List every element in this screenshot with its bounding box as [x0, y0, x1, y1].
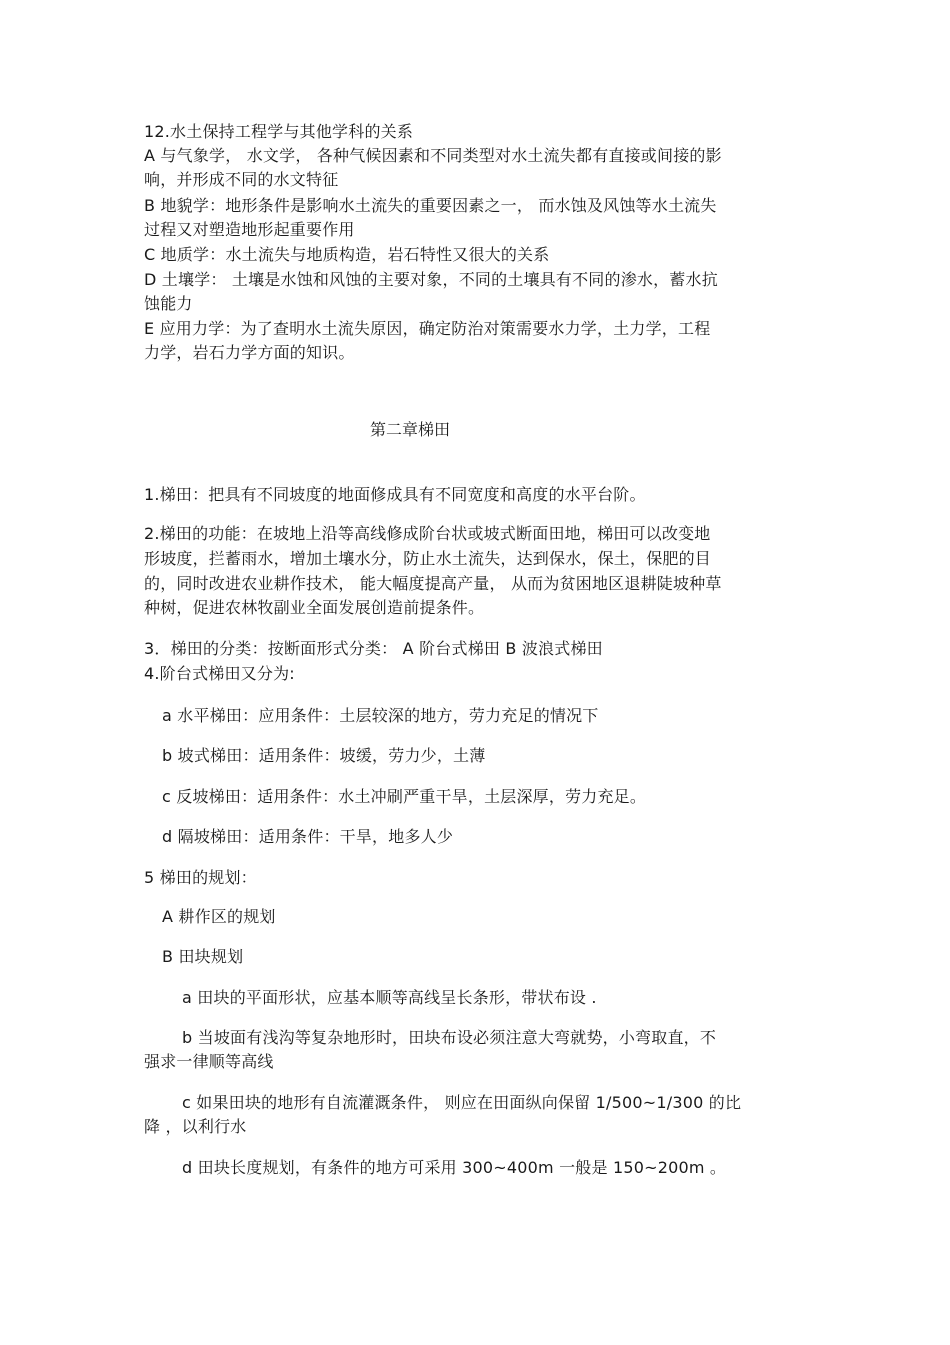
paragraph-line: B 地貌学：地形条件是影响水土流失的重要因素之一， 而水蚀及风蚀等水土流失 — [144, 196, 717, 215]
list-item: b 当坡面有浅沟等复杂地形时，田块布设必须注意大弯就势，小弯取直，不 — [182, 1028, 717, 1047]
section-heading: 12.水土保持工程学与其他学科的关系 — [144, 122, 414, 141]
paragraph-line: 种树，促进农林牧副业全面发展创造前提条件。 — [144, 598, 485, 617]
list-item: B 田块规划 — [162, 947, 244, 966]
list-item: a 田块的平面形状，应基本顺等高线呈长条形，带状布设 . — [182, 988, 597, 1007]
list-item: c 如果田块的地形有自流灌溉条件， 则应在田面纵向保留 1/500~1/300 的比 — [182, 1093, 742, 1112]
list-item: A 耕作区的规划 — [162, 907, 276, 926]
paragraph-line: 3．梯田的分类：按断面形式分类： A 阶台式梯田 B 波浪式梯田 — [144, 639, 603, 658]
paragraph-line: C 地质学：水土流失与地质构造，岩石特性又很大的关系 — [144, 245, 550, 264]
paragraph-line: 的，同时改进农业耕作技术， 能大幅度提高产量， 从而为贫困地区退耕陡坡种草 — [144, 574, 722, 593]
paragraph-line: 1.梯田：把具有不同坡度的地面修成具有不同宽度和高度的水平台阶。 — [144, 485, 646, 504]
list-item: a 水平梯田：应用条件：土层较深的地方，劳力充足的情况下 — [162, 706, 599, 725]
paragraph-line: E 应用力学：为了查明水土流失原因，确定防治对策需要水力学，土力学，工程 — [144, 319, 711, 338]
paragraph-line: 形坡度，拦蓄雨水，增加土壤水分，防止水土流失，达到保水，保土，保肥的目 — [144, 549, 712, 568]
list-item: d 隔坡梯田：适用条件：干旱，地多人少 — [162, 827, 454, 846]
paragraph-line: 降 ，以利行水 — [144, 1117, 247, 1136]
paragraph-line: A 与气象学， 水文学， 各种气候因素和不同类型对水土流失都有直接或间接的影 — [144, 146, 722, 165]
paragraph-line: 蚀能力 — [144, 294, 193, 313]
paragraph-line: 5 梯田的规划： — [144, 868, 257, 887]
paragraph-line: 力学，岩石力学方面的知识。 — [144, 343, 355, 362]
paragraph-line: 2.梯田的功能：在坡地上沿等高线修成阶台状或坡式断面田地，梯田可以改变地 — [144, 524, 711, 543]
list-item: b 坡式梯田：适用条件：坡缓，劳力少，土薄 — [162, 746, 486, 765]
list-item: c 反坡梯田：适用条件：水土冲刷严重干旱，土层深厚，劳力充足。 — [162, 787, 647, 806]
list-item: d 田块长度规划，有条件的地方可采用 300~400m 一般是 150~200m 。 — [182, 1158, 727, 1177]
paragraph-line: D 土壤学： 土壤是水蚀和风蚀的主要对象，不同的土壤具有不同的渗水，蓄水抗 — [144, 270, 718, 289]
paragraph-line: 强求一律顺等高线 — [144, 1052, 274, 1071]
paragraph-line: 4.阶台式梯田又分为: — [144, 664, 295, 683]
paragraph-line: 过程又对塑造地形起重要作用 — [144, 220, 355, 239]
paragraph-line: 响，并形成不同的水文特征 — [144, 170, 339, 189]
chapter-title: 第二章梯田 — [370, 420, 451, 439]
